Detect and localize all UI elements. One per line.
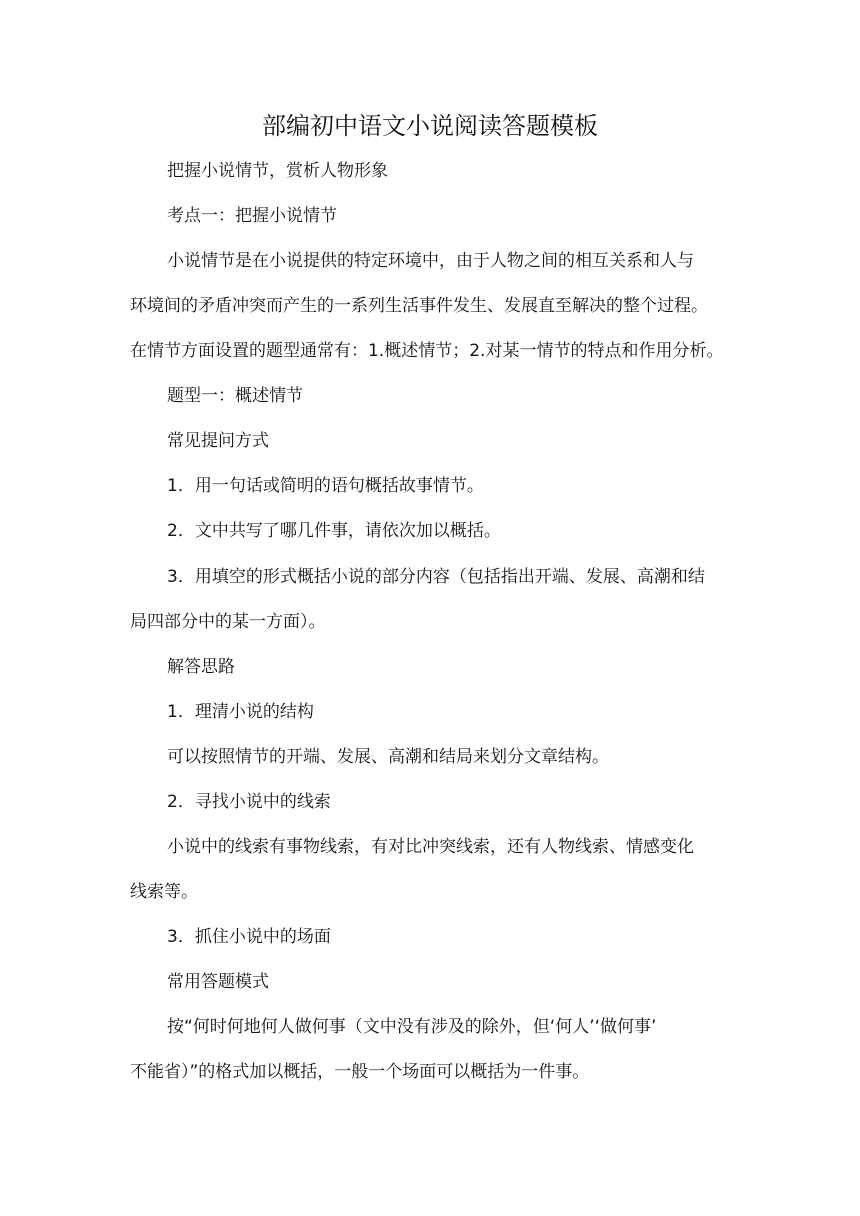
list-item: 1．理清小说的结构 [167,702,314,722]
page-title: 部编初中语文小说阅读答题模板 [262,112,598,140]
list-item: 2．寻找小说中的线索 [167,792,331,812]
paragraph-line: 线索等。 [130,882,198,902]
paragraph-line: 可以按照情节的开端、发展、高潮和结局来划分文章结构。 [167,747,609,767]
paragraph-line: 在情节方面设置的题型通常有：1.概述情节；2.对某一情节的特点和作用分析。 [130,341,724,361]
paragraph-line: 小说情节是在小说提供的特定环境中，由于人物之间的相互关系和人与 [167,251,694,271]
paragraph-line: 按“何时何地何人做何事（文中没有涉及的除外，但‘何人’‘做何事’ [167,1017,657,1037]
paragraph-line: 小说中的线索有事物线索，有对比冲突线索，还有人物线索、情感变化 [167,837,694,857]
subheading: 常用答题模式 [167,972,269,992]
list-item-continuation: 局四部分中的某一方面）。 [130,612,326,632]
subheading: 常见提问方式 [167,431,269,451]
list-item: 2．文中共写了哪几件事，请依次加以概括。 [167,521,501,541]
subsection-heading: 考点一：把握小说情节 [167,206,337,226]
question-type-heading: 题型一：概述情节 [167,386,303,406]
list-item: 3．抓住小说中的场面 [167,927,331,947]
list-item: 3．用填空的形式概括小说的部分内容（包括指出开端、发展、高潮和结 [167,567,705,587]
section-heading: 把握小说情节，赏析人物形象 [167,161,388,181]
paragraph-line: 环境间的矛盾冲突而产生的一系列生活事件发生、发展直至解决的整个过程。 [130,296,708,316]
paragraph-line: 不能省）”的格式加以概括，一般一个场面可以概括为一件事。 [130,1062,590,1082]
subheading: 解答思路 [167,657,235,677]
list-item: 1．用一句话或简明的语句概括故事情节。 [167,476,484,496]
